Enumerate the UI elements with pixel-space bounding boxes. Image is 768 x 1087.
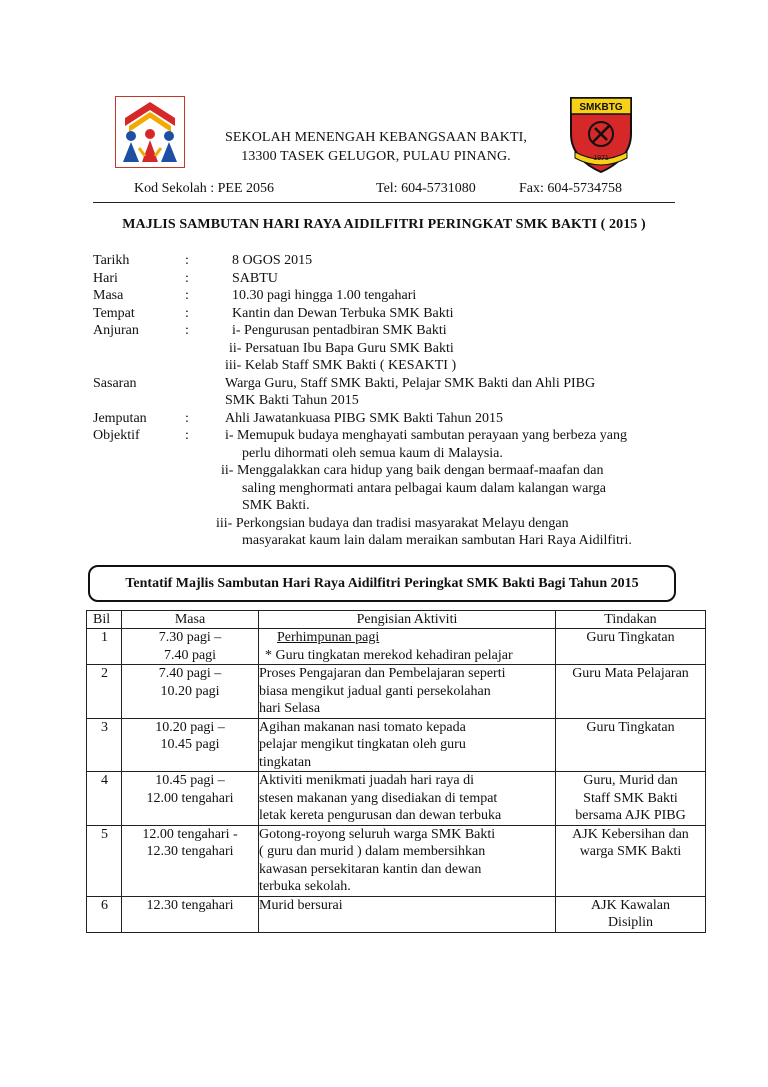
header-aktiviti: Pengisian Aktiviti <box>259 611 556 629</box>
colon: : <box>185 253 189 268</box>
label-hari: Hari <box>93 270 118 286</box>
school-crest-right <box>567 94 635 174</box>
cell-masa <box>122 718 259 772</box>
page-title: MAJLIS SAMBUTAN HARI RAYA AIDILFITRI PERINGKAT SMK BAKTI ( 2015 ) <box>122 217 646 232</box>
masa-line: 10.45 pagi <box>160 737 220 752</box>
aktiviti-line: biasa mengikut jadual ganti persekolahan <box>259 683 491 699</box>
aktiviti-line: ( guru dan murid ) dalam membersihkan <box>259 844 486 859</box>
tindakan-line: Guru Mata Pelajaran <box>572 666 689 681</box>
masa-line: 12.00 tengahari <box>146 790 234 806</box>
tindakan-line: AJK Kawalan <box>591 897 670 913</box>
objektif-item: i- Memupuk budaya menghayati sambutan perayaan yang berbeza yang <box>225 428 627 443</box>
table-row <box>87 825 706 896</box>
school-logo-left <box>115 96 185 168</box>
cell-masa <box>122 896 259 932</box>
aktiviti-line: terbuka sekolah. <box>259 879 351 894</box>
header-tindakan: Tindakan <box>556 611 706 629</box>
header-masa: Masa <box>122 611 259 629</box>
anjuran-item: i- Pengurusan pentadbiran SMK Bakti <box>232 323 447 338</box>
school-name: SEKOLAH MENENGAH KEBANGSAAN BAKTI, <box>224 130 528 145</box>
aktiviti-line: kawasan persekitaran kantin dan dewan <box>259 861 482 877</box>
tindakan-line: Guru Tingkatan <box>586 719 675 735</box>
table-row <box>87 665 706 719</box>
cell-tindakan <box>556 825 706 896</box>
colon: : <box>185 305 189 321</box>
anjuran-item: ii- Persatuan Ibu Bapa Guru SMK Bakti <box>229 340 454 356</box>
cell-aktiviti <box>259 772 556 826</box>
cell-tindakan <box>556 772 706 826</box>
masa-line: 12.00 tengahari - <box>142 826 238 842</box>
cell-bil: 2 <box>87 665 122 719</box>
table-row <box>87 896 706 932</box>
cell-aktiviti <box>259 718 556 772</box>
label-objektif: Objektif <box>93 428 140 443</box>
masa-line: 7.40 pagi <box>163 647 217 663</box>
label-tempat: Tempat <box>93 305 135 321</box>
label-anjuran: Anjuran <box>93 323 139 338</box>
value-masa: 10.30 pagi hingga 1.00 tengahari <box>232 288 417 303</box>
anjuran-item: iii- Kelab Staff SMK Bakti ( KESAKTI ) <box>225 358 457 373</box>
kod-sekolah: Kod Sekolah : PEE 2056 <box>134 181 274 196</box>
contact-row <box>134 181 623 197</box>
objektif-item: ii- Menggalakkan cara hidup yang baik dengan bermaaf-maafan dan <box>221 463 604 478</box>
cell-tindakan <box>556 629 706 665</box>
aktiviti-heading: Perhimpunan pagi <box>277 630 380 645</box>
masa-line: 12.30 tengahari <box>146 844 234 859</box>
value-sasaran: Warga Guru, Staff SMK Bakti, Pelajar SMK Bakti dan Ahli PIBG <box>225 375 596 391</box>
colon: : <box>185 428 189 443</box>
masa-line: 12.30 tengahari <box>146 897 234 913</box>
colon: : <box>185 323 189 338</box>
table-header-row <box>87 611 706 629</box>
tindakan-line: Guru, Murid dan <box>583 773 678 788</box>
masa-line: 10.20 pagi – <box>155 719 225 735</box>
table-row <box>87 629 706 665</box>
cell-bil: 1 <box>87 629 122 665</box>
fax: Fax: 604-5734758 <box>519 181 623 196</box>
cell-tindakan <box>556 718 706 772</box>
cell-masa <box>122 772 259 826</box>
value-tarikh: 8 OGOS 2015 <box>232 253 313 268</box>
value-jemputan: Ahli Jawatankuasa PIBG SMK Bakti Tahun 2015 <box>225 410 503 426</box>
aktiviti-line: Aktiviti menikmati juadah hari raya di <box>259 773 474 788</box>
colon: : <box>185 270 189 286</box>
aktiviti-line: Proses Pengajaran dan Pembelajaran seperti <box>259 666 506 681</box>
aktiviti-line: Murid bersurai <box>259 897 343 913</box>
table-row <box>87 718 706 772</box>
masa-line: 10.20 pagi <box>160 683 220 699</box>
label-sasaran: Sasaran <box>93 375 137 391</box>
label-tarikh: Tarikh <box>93 253 130 268</box>
cell-masa <box>122 665 259 719</box>
masa-line: 7.30 pagi – <box>158 630 222 645</box>
cell-aktiviti <box>259 825 556 896</box>
header-divider <box>93 202 675 203</box>
masa-line: 10.45 pagi – <box>155 773 225 788</box>
label-masa: Masa <box>93 288 124 303</box>
tindakan-line: bersama AJK PIBG <box>575 808 686 823</box>
table-row <box>87 772 706 826</box>
tindakan-line: Guru Tingkatan <box>586 630 675 645</box>
cell-tindakan <box>556 896 706 932</box>
header-bil: Bil <box>87 611 122 629</box>
value-tempat: Kantin dan Dewan Terbuka SMK Bakti <box>232 305 454 321</box>
cell-bil: 5 <box>87 825 122 896</box>
value-sasaran-cont: SMK Bakti Tahun 2015 <box>225 393 359 408</box>
telephone: Tel: 604-5731080 <box>376 181 476 196</box>
cell-tindakan <box>556 665 706 719</box>
objektif-item-cont: saling menghormati antara pelbagai kaum dalam kalangan warga <box>242 480 606 496</box>
cell-aktiviti <box>259 629 556 665</box>
school-name-block <box>185 128 567 166</box>
cell-masa <box>122 629 259 665</box>
objektif-item: iii- Perkongsian budaya dan tradisi masyarakat Melayu dengan <box>216 515 569 531</box>
cell-bil: 3 <box>87 718 122 772</box>
aktiviti-line: hari Selasa <box>259 701 321 716</box>
aktiviti-line: tingkatan <box>259 754 312 770</box>
aktiviti-line: Agihan makanan nasi tomato kepada <box>259 719 466 735</box>
school-address: 13300 TASEK GELUGOR, PULAU PINANG. <box>241 149 511 164</box>
aktiviti-line: letak kereta pengurusan dan dewan terbuka <box>259 808 502 823</box>
value-hari: SABTU <box>232 270 278 286</box>
cell-aktiviti <box>259 896 556 932</box>
tindakan-line: Disiplin <box>607 915 654 930</box>
schedule-table <box>86 610 706 933</box>
cell-bil: 6 <box>87 896 122 932</box>
colon: : <box>185 288 189 303</box>
crest-text-top: SMKBTG <box>579 102 623 113</box>
tentatif-title: Tentatif Majlis Sambutan Hari Raya Aidilfitri Peringkat SMK Bakti Bagi Tahun 2015 <box>88 565 676 602</box>
cell-bil: 4 <box>87 772 122 826</box>
tindakan-line: warga SMK Bakti <box>579 844 682 859</box>
objektif-item-cont: SMK Bakti. <box>242 498 310 513</box>
aktiviti-line: Gotong-royong seluruh warga SMK Bakti <box>259 826 496 842</box>
label-jemputan: Jemputan <box>93 410 147 426</box>
colon: : <box>185 410 189 426</box>
aktiviti-line: stesen makanan yang disediakan di tempat <box>259 790 498 806</box>
aktiviti-line: pelajar mengikut tingkatan oleh guru <box>259 737 466 752</box>
crest-text-year: 1971 <box>593 155 609 162</box>
aktiviti-line: * Guru tingkatan merekod kehadiran pelajar <box>265 647 513 663</box>
cell-masa <box>122 825 259 896</box>
objektif-item-cont: masyarakat kaum lain dalam meraikan sambutan Hari Raya Aidilfitri. <box>242 533 632 548</box>
tindakan-line: Staff SMK Bakti <box>583 790 678 806</box>
tindakan-line: AJK Kebersihan dan <box>572 826 689 842</box>
objektif-item-cont: perlu dihormati oleh semua kaum di Malaysia. <box>242 445 503 461</box>
masa-line: 7.40 pagi – <box>158 666 222 681</box>
cell-aktiviti <box>259 665 556 719</box>
